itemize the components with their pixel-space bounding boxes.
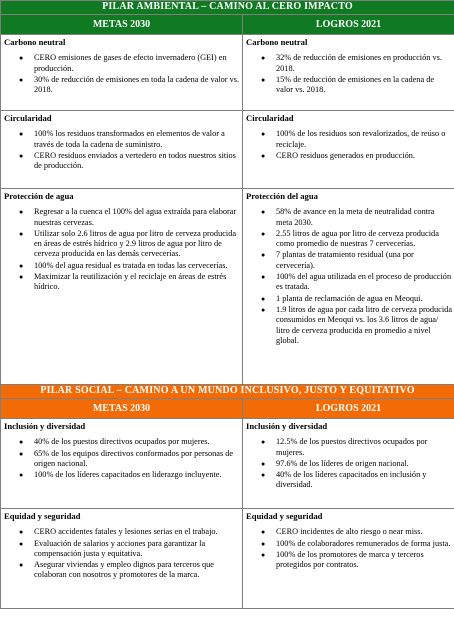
bullet-icon: ● xyxy=(19,261,24,270)
env-achievements-carbon-cell xyxy=(243,35,454,111)
list-item: ● 65% de los equipos directivos conformados por personas de origen nacional. xyxy=(19,448,234,468)
section-title: Protección de agua xyxy=(4,191,74,201)
section-title: Carbono neutral xyxy=(4,37,66,47)
bullet-icon: ● xyxy=(261,151,266,160)
table-row xyxy=(1,35,454,111)
bullet-icon: ● xyxy=(261,251,266,260)
list-item: ● 2.55 litros de agua por litro de cerveza producida como promedio de nuestras 7 cervecerías. xyxy=(261,228,439,249)
bullet-icon: ● xyxy=(261,305,266,314)
list-item: ● CERO emisiones de gases de efecto invernadero (GEI) en producción. xyxy=(19,53,227,73)
list-item: ● 100% de los líderes capacitados en liderazgo incluyente. xyxy=(19,470,222,480)
bullet-icon: ● xyxy=(19,229,24,238)
bullet-icon: ● xyxy=(261,438,266,447)
env-achievements-circularity-cell xyxy=(243,111,454,189)
social-goals-column-header: METAS 2030 xyxy=(1,399,243,419)
bullet-list xyxy=(246,129,452,161)
list-item: ● CERO residuos enviados a vertedero en todos nuestros sitios de producción. xyxy=(19,150,236,171)
list-item: ● Regresar a la cuenca el 100% del agua extraída para elaborar nuestras cervezas. xyxy=(19,207,237,227)
bullet-list xyxy=(246,207,452,346)
bullet-icon: ● xyxy=(19,539,24,548)
section-title: Circularidad xyxy=(4,113,52,123)
bullet-icon: ● xyxy=(19,471,24,480)
social-achievements-equity-cell xyxy=(243,509,454,609)
bullet-icon: ● xyxy=(261,459,266,468)
bullet-icon: ● xyxy=(19,208,24,217)
section-title: Equidad y seguridad xyxy=(246,511,323,521)
table-row xyxy=(1,509,454,609)
list-item: ● 1 planta de reclamación de agua en Meoqui. xyxy=(261,293,423,303)
list-item: ● 100% del agua residual es tratada en todas las cervecerías. xyxy=(19,260,228,270)
env-goals-column-header: METAS 2030 xyxy=(1,15,243,35)
bullet-list xyxy=(4,207,240,292)
section-title: Circularidad xyxy=(246,113,294,123)
bullet-icon: ● xyxy=(19,54,24,63)
env-goals-circularity-cell xyxy=(1,111,243,189)
bullet-list xyxy=(246,53,452,95)
bullet-icon: ● xyxy=(19,75,24,84)
bullet-list xyxy=(4,129,240,171)
list-item: ● Evaluación de salarios y acciones para garantizar la compensación justa y equitativa. xyxy=(19,538,206,558)
table-row xyxy=(1,111,454,189)
section-title: Inclusión y diversidad xyxy=(246,421,328,431)
bullet-list xyxy=(246,437,452,490)
bullet-list xyxy=(4,527,240,580)
bullet-icon: ● xyxy=(261,229,266,238)
environmental-pillar-title: PILAR AMBIENTAL – CAMINO AL CERO IMPACTO xyxy=(1,1,454,15)
bullet-icon: ● xyxy=(261,130,266,139)
list-item: ● 40% de los líderes capacitados en inclusión y diversidad. xyxy=(261,470,427,490)
bullet-list xyxy=(246,527,452,570)
env-goals-water-cell xyxy=(1,189,243,385)
bullet-icon: ● xyxy=(261,208,266,217)
bullet-icon: ● xyxy=(19,438,24,447)
list-item: ● 100% de los promotores de marca y terceros protegidos por contratos. xyxy=(261,549,424,570)
bullet-icon: ● xyxy=(261,471,266,480)
bullet-icon: ● xyxy=(19,449,24,458)
list-item: ● 100% de colaboradores remunerados de forma justa. xyxy=(261,538,451,548)
bullet-icon: ● xyxy=(261,54,266,63)
bullet-icon: ● xyxy=(19,528,24,537)
list-item: ● 32% de reducción de emisiones en producción vs. 2018. xyxy=(261,53,442,73)
bullet-list xyxy=(4,53,240,95)
bullet-icon: ● xyxy=(261,550,266,559)
list-item: ● 7 plantas de tratamiento residual (una por cervecería). xyxy=(261,250,414,270)
social-goals-equity-cell xyxy=(1,509,243,609)
list-item: ● CERO residuos generados en producción. xyxy=(261,150,415,160)
list-item: ● 100% de los residuos son revalorizados, de reúso o reciclaje. xyxy=(261,129,446,149)
env-goals-carbon-cell xyxy=(1,35,243,111)
bullet-icon: ● xyxy=(19,273,24,282)
social-achievements-inclusion-cell xyxy=(243,419,454,509)
list-item: ● 1.9 litros de agua por cada litro de cerveza producida consumidos en Meoqui vs. los 3.6 litros de agua/ litro de cerveza producida en promedio a nivel global. xyxy=(261,304,453,345)
bullet-list xyxy=(4,437,240,480)
bullet-icon: ● xyxy=(261,75,266,84)
section-title: Inclusión y diversidad xyxy=(4,421,86,431)
social-pillar-title: PILAR SOCIAL – CAMINO A UN MUNDO INCLUSIVO, JUSTO Y EQUITATIVO xyxy=(1,385,454,399)
list-item: ● Maximizar la reutilización y el reciclaje en áreas de estrés hídrico. xyxy=(19,272,227,292)
list-item: ● 100% del agua utilizada en el proceso de producción es tratada. xyxy=(261,272,452,292)
bullet-icon: ● xyxy=(261,273,266,282)
table-row xyxy=(1,189,454,385)
bullet-icon: ● xyxy=(19,151,24,160)
list-item: ● 15% de reducción de emisiones en la cadena de valor vs. 2018. xyxy=(261,74,435,95)
table-row xyxy=(1,419,454,509)
section-title: Carbono neutral xyxy=(246,37,308,47)
bullet-icon: ● xyxy=(261,528,266,537)
list-item: ● Asegurar viviendas y empleo dignos para terceros que colaboran con nosotros y promotores de la marca. xyxy=(19,560,214,580)
env-achievements-column-header: LOGROS 2021 xyxy=(243,15,454,35)
bullet-icon: ● xyxy=(19,130,24,139)
list-item: ● CERO accidentes fatales y lesiones serias en el trabajo. xyxy=(19,527,218,537)
list-item: ● 30% de reducción de emisiones en toda la cadena de valor vs. 2018. xyxy=(19,74,240,95)
list-item: ● 40% de los puestos directivos ocupados por mujeres. xyxy=(19,437,210,447)
section-title: Equidad y seguridad xyxy=(4,511,81,521)
list-item: ● 12.5% de los puestos directivos ocupados por mujeres. xyxy=(261,437,428,457)
bullet-icon: ● xyxy=(19,561,24,570)
list-item: ● Utilizar solo 2.6 litros de agua por litro de cerveza producida en áreas de estrés hídrico y 2.9 litros de agua por litro de cerveza producida en las demás cervecerías. xyxy=(19,228,237,259)
list-item: ● 58% de avance en la meta de neutralidad contra meta 2030. xyxy=(261,207,435,227)
bullet-icon: ● xyxy=(261,539,266,548)
bullet-icon: ● xyxy=(261,294,266,303)
list-item: ● CERO incidentes de alto riesgo o near miss. xyxy=(261,527,423,537)
social-goals-inclusion-cell xyxy=(1,419,243,509)
social-achievements-column-header: LOGROS 2021 xyxy=(243,399,454,419)
list-item: ● 97.6% de los líderes de origen nacional. xyxy=(261,458,409,468)
section-title: Protección del agua xyxy=(246,191,318,201)
env-achievements-water-cell xyxy=(243,189,454,385)
list-item: ● 100% los residuos transformados en elementos de valor a través de toda la cadena de suministro. xyxy=(19,129,225,149)
